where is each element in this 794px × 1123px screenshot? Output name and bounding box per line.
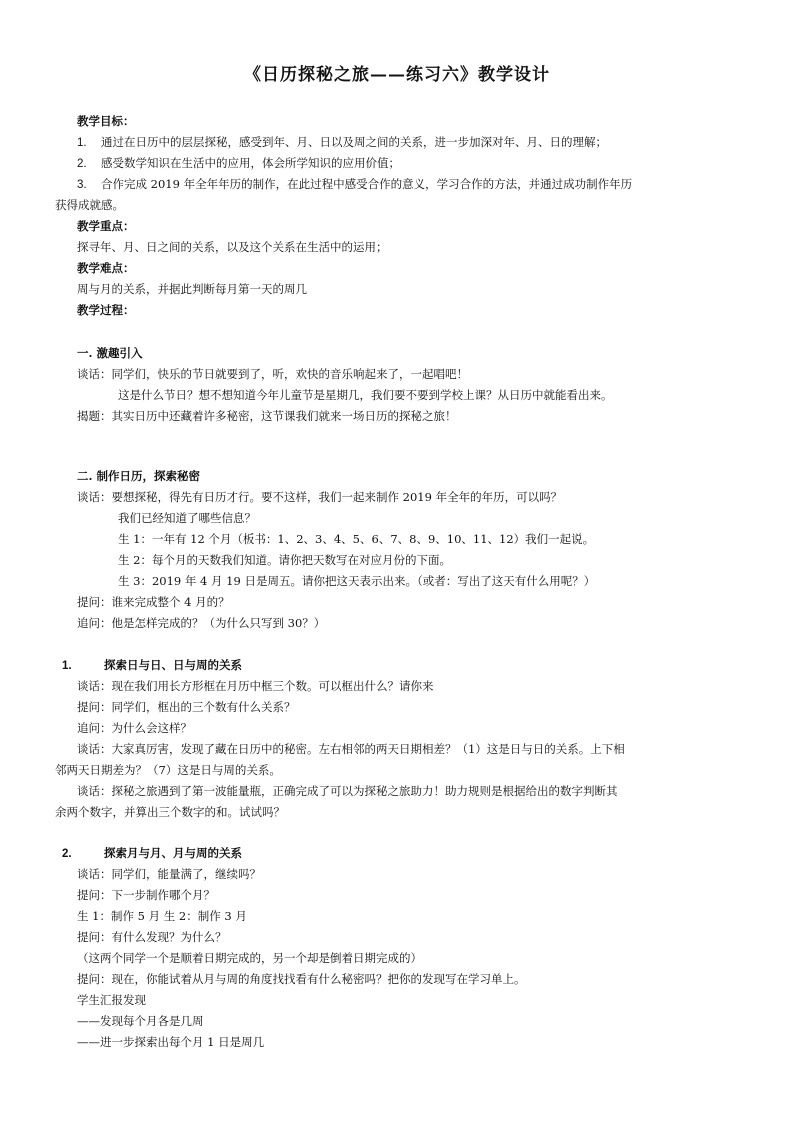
- objective-item-3-continued: 获得成就感。: [55, 198, 124, 212]
- difficulties-heading: 教学难点：: [77, 261, 135, 275]
- objective-number: 3.: [77, 179, 87, 191]
- difficulties-text: 周与月的关系，并据此判断每月第一天的周几: [77, 282, 307, 296]
- subsection2-line: 生 1：制作 5 月 生 2：制作 3 月: [77, 909, 247, 923]
- objectives-heading: 教学目标：: [77, 114, 135, 128]
- process-heading: 教学过程：: [77, 303, 135, 317]
- section2-heading: 二. 制作日历，探索秘密: [77, 469, 201, 483]
- subsection1-line: 追问：为什么会这样？: [77, 721, 192, 735]
- section1-line: 谈话：同学们，快乐的节日就要到了，听，欢快的音乐响起来了，一起唱吧！: [77, 367, 468, 381]
- objective-number: 2.: [77, 158, 87, 170]
- objective-item-3: [77, 176, 632, 193]
- section1-line: 揭题：其实日历中还藏着许多秘密，这节课我们就来一场日历的探秘之旅！: [77, 409, 457, 423]
- subsection-number: 2.: [62, 848, 72, 860]
- document-title: 《日历探秘之旅——练习六》教学设计: [244, 65, 550, 85]
- objective-number: 1.: [77, 137, 87, 149]
- subsection1-heading: [62, 657, 242, 674]
- section2-line: 生 2：每个月的天数我们知道。请你把天数写在对应月份的下面。: [118, 553, 451, 567]
- subsection1-line: 谈话：大家真厉害，发现了藏在日历中的秘密。左右相邻的两天日期相差？（1）这是日与日的关系。上下相: [77, 742, 625, 756]
- subsection2-line: ——进一步探索出每个月 1 日是周几: [77, 1035, 265, 1049]
- subsection-title: 探索月与月、月与周的关系: [104, 846, 242, 860]
- subsection2-line: 提问：下一步制作哪个月？: [77, 888, 215, 902]
- subsection2-line: 谈话：同学们，能量满了，继续吗？: [77, 867, 261, 881]
- objective-text: 感受数学知识在生活中的应用，体会所学知识的应用价值；: [101, 156, 400, 170]
- section2-line: 谈话：要想探秘，得先有日历才行。要不这样，我们一起来制作 2019 年全年的年历，可以吗？: [77, 490, 563, 504]
- subsection1-line: 余两个数字，并算出三个数字的和。试试吗？: [55, 805, 285, 819]
- subsection1-line: 提问：同学们，框出的三个数有什么关系？: [77, 700, 296, 714]
- subsection-title: 探索日与日、日与周的关系: [104, 658, 242, 672]
- objective-item-2: [77, 155, 400, 172]
- subsection1-line: 谈话：现在我们用长方形框在月历中框三个数。可以框出什么？请你来: [77, 679, 434, 693]
- subsection1-line: 谈话：探秘之旅遇到了第一波能量瓶，正确完成了可以为探秘之旅助力！助力规则是根据给出的数字判断其: [77, 784, 618, 798]
- subsection2-line: （这两个同学一个是顺着日期完成的，另一个却是倒着日期完成的）: [77, 951, 422, 965]
- subsection2-line: 提问：有什么发现？为什么？: [77, 930, 227, 944]
- section2-line: 生 3：2019 年 4 月 19 日是周五。请你把这天表示出来。（或者：写出了这天有什么用呢？）: [118, 574, 596, 588]
- key-points-text: 探寻年、月、日之间的关系，以及这个关系在生活中的运用；: [77, 240, 388, 254]
- subsection2-heading: [62, 845, 242, 862]
- section2-line: 我们已经知道了哪些信息？: [118, 511, 256, 525]
- subsection2-line: 提问：现在，你能试着从月与周的角度找找看有什么秘密吗？把你的发现写在学习单上。: [77, 972, 526, 986]
- subsection2-line: ——发现每个月各是几周: [77, 1014, 204, 1028]
- section1-heading: 一. 激趣引入: [77, 346, 143, 360]
- subsection1-line: 邻两天日期差为？（7）这是日与周的关系。: [55, 763, 281, 777]
- subsection-number: 1.: [62, 660, 72, 672]
- objective-text: 合作完成 2019 年全年年历的制作，在此过程中感受合作的意义，学习合作的方法，并通过成功制作年历: [101, 177, 633, 191]
- key-points-heading: 教学重点：: [77, 219, 135, 233]
- objective-text: 通过在日历中的层层探秘，感受到年、月、日以及周之间的关系，进一步加深对年、月、日的理解；: [101, 135, 607, 149]
- subsection2-line: 学生汇报发现: [77, 993, 146, 1007]
- section2-line: 生 1：一年有 12 个月（板书：1、2、3、4、5、6、7、8、9、10、11、12）我们一起说。: [118, 532, 595, 546]
- section1-line: 这是什么节日？想不想知道今年儿童节是星期几，我们要不要到学校上课？从日历中就能看出来。: [118, 388, 613, 402]
- section2-line: 追问：他是怎样完成的？（为什么只写到 30？）: [77, 616, 326, 630]
- section2-line: 提问：谁来完成整个 4 月的？: [77, 595, 230, 609]
- objective-item-1: [77, 134, 607, 151]
